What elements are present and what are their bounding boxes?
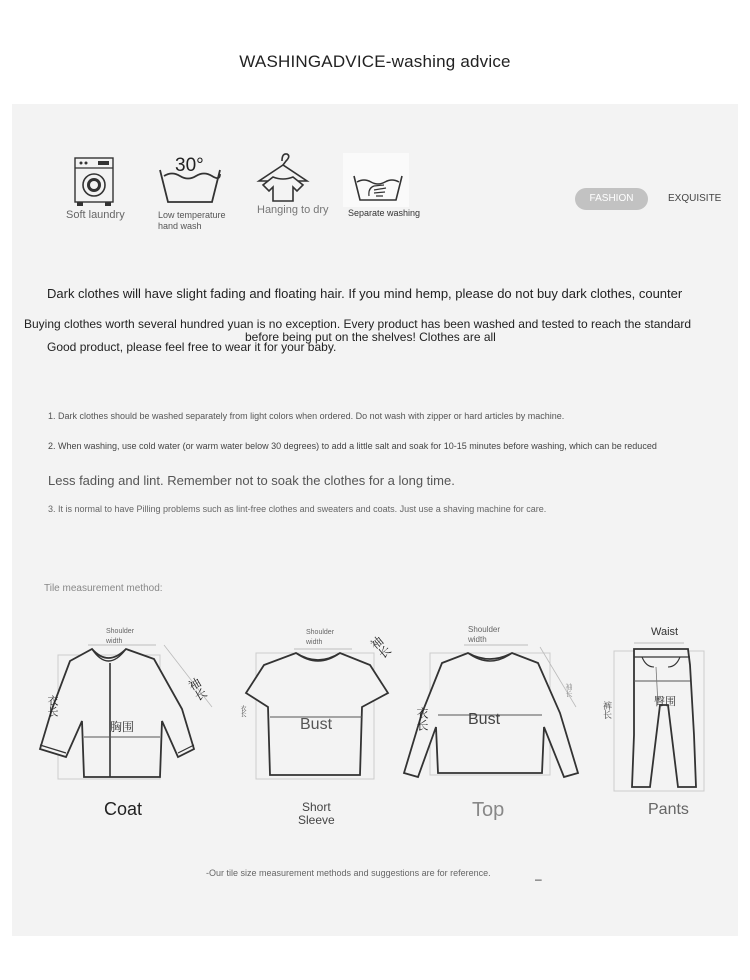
care-item-soft-laundry xyxy=(66,156,125,221)
top-length-label: 衣长 xyxy=(415,707,429,731)
care-item-separate xyxy=(348,172,420,219)
separate-wash-icon xyxy=(352,172,406,204)
intro-line-2: Buying clothes worth several hundred yuan is no exception. Every product has been washed and tested to reach the standard xyxy=(24,317,692,331)
care-label: Soft laundry xyxy=(66,209,125,221)
short-sleeve-length-label: 衣长 xyxy=(239,705,246,717)
coat-shoulder-label: Shoulder width xyxy=(106,628,135,645)
coat-label: Coat xyxy=(104,799,143,819)
note-1: 1. Dark clothes should be washed separately from light colors when ordered. Do not wash with zipper or hard articles by machine. xyxy=(48,411,565,421)
garment-pants xyxy=(598,625,728,830)
coat-length-label: 衣长 xyxy=(46,695,59,717)
care-item-hand-wash xyxy=(158,154,226,232)
short-sleeve-label: Short Sleeve xyxy=(298,800,335,827)
pants-diagram xyxy=(598,625,728,795)
note-2-continued: Less fading and lint. Remember not to soak the clothes for a long time. xyxy=(48,473,455,488)
garment-short-sleeve xyxy=(236,625,406,835)
care-label: Hanging to dry xyxy=(257,204,329,216)
hanger-icon xyxy=(253,151,315,205)
washing-machine-icon xyxy=(72,156,118,208)
page-title: WASHINGADVICE-washing advice xyxy=(239,52,511,71)
care-label: Low temperature hand wash xyxy=(158,210,226,231)
pants-hip-label: 臀围 xyxy=(654,695,676,708)
note-2: 2. When washing, use cold water (or warm water below 30 degrees) to add a little salt and soak for 10-15 minutes before washing, which can be reduced xyxy=(48,441,657,451)
measurement-title: Tile measurement method: xyxy=(44,583,163,594)
top-shoulder-label: Shoulder width xyxy=(468,625,501,644)
short-sleeve-sleeve-label: 袖长 xyxy=(367,633,394,662)
top-diagram xyxy=(410,623,590,783)
top-bust-label: Bust xyxy=(468,711,501,728)
measurement-footnote: -Our tile size measurement methods and suggestions are for reference. xyxy=(206,868,491,878)
pants-waist-label: Waist xyxy=(651,626,679,638)
style-tags xyxy=(575,188,735,210)
note-3: 3. It is normal to have Pilling problems such as lint-free clothes and sweaters and coats. Just use a shaving machine for care. xyxy=(48,504,547,514)
garment-coat xyxy=(36,625,226,825)
pants-label: Pants xyxy=(648,801,689,818)
coat-chest-label: 胸围 xyxy=(110,720,135,734)
care-label: Separate washing xyxy=(348,208,421,218)
pants-length-label: 裤长 xyxy=(601,701,611,719)
top-label: Top xyxy=(472,799,505,821)
care-item-hanging xyxy=(257,151,329,216)
temperature-label: 30° xyxy=(175,155,204,176)
intro-line-3: before being put on the shelves! Clothes are all xyxy=(245,330,496,344)
coat-diagram xyxy=(36,625,226,785)
intro-line-4: Good product, please feel free to wear it for your baby. xyxy=(47,340,337,354)
garment-top xyxy=(410,623,590,833)
short-sleeve-bust-label: Bust xyxy=(300,716,333,733)
intro-line-1: Dark clothes will have slight fading and floating hair. If you mind hemp, please do not buy dark clothes, counter xyxy=(47,286,683,301)
top-sleeve-label: 袖长 xyxy=(565,683,573,697)
dash-mark: – xyxy=(535,872,542,886)
coat-sleeve-label: 袖长 xyxy=(185,675,210,704)
tag-exquisite: EXQUISITE xyxy=(668,193,722,204)
short-sleeve-shoulder-label: Shoulder width xyxy=(306,629,335,646)
tag-fashion: FASHION xyxy=(575,188,648,210)
